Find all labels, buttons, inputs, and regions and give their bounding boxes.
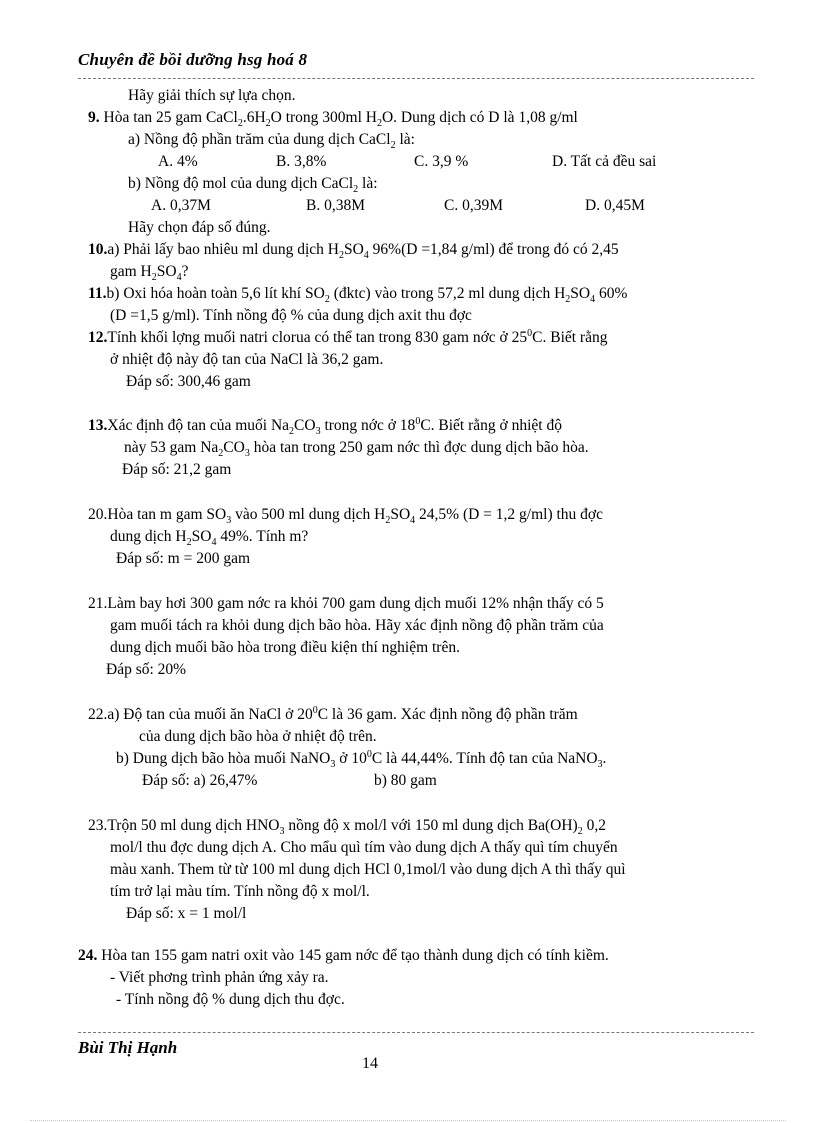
q23-line-3: màu xanh. Them từ từ 100 ml dung dịch HCl 0,1mol/l vào dung dịch A thì thấy quì xyxy=(110,861,626,878)
q8-tail: Hãy giải thích sự lựa chọn. xyxy=(128,87,296,104)
q9-option-b1: A. 0,37M xyxy=(151,197,211,214)
q11-number: 11. xyxy=(88,285,107,302)
footer-rule xyxy=(78,1032,754,1033)
q21-line-2: gam muối tách ra khỏi dung dịch bão hòa. Hãy xác định nồng độ phần trăm của xyxy=(110,617,604,634)
q23-line-4: tím trở lại màu tím. Tính nồng độ x mol/l. xyxy=(110,883,370,900)
q20-line-1: 20.Hòa tan m gam $SO_3$ vào 500 ml dung dịch $H_2SO_4$ 24,5% (D = 1,2 g/ml) thu đợc xyxy=(88,506,604,527)
q23-line-1: 23.Trộn 50 ml dung dịch $HNO_3$ nồng độ x mol/l với 150 ml dung dịch $Ba(OH)_2$ 0,2 xyxy=(88,817,606,838)
q13-answer: Đáp số: 21,2 gam xyxy=(122,461,232,478)
q13-line-1: 13.Xác định độ tan của muối $Na_2CO_3$ trong nớc ở $18^0C$. Biết rằng ở nhiệt độ xyxy=(88,415,562,438)
q24-line-2: - Viết phơng trình phản ứng xảy ra. xyxy=(110,969,329,986)
q9-option-a1: A. 4% xyxy=(158,153,198,170)
q24-line-1: 24. Hòa tan 155 gam natri oxit vào 145 gam nớc để tạo thành dung dịch có tính kiềm. xyxy=(78,947,609,964)
q12-number: 12. xyxy=(88,329,108,346)
q10-line-2: gam $H_2SO_4$? xyxy=(110,263,189,284)
q23-answer: Đáp số: x = 1 mol/l xyxy=(126,905,247,922)
q12-line-1: 12.Tính khối lợng muối natri clorua có thể tan trong 830 gam nớc ở $25^0C$. Biết rằng xyxy=(88,327,608,346)
q9-option-a2: B. 3,8% xyxy=(276,153,327,170)
q22-number: 22. xyxy=(88,706,108,723)
header-title: Chuyên đề bồi dưỡng hsg hoá 8 xyxy=(78,50,308,69)
q13-number: 13. xyxy=(88,417,108,434)
q22-line-3: b) Dung dịch bão hòa muối NaNO$_3$ ở $10^0C$ là 44,44%. Tính độ tan của NaNO$_3$. xyxy=(116,748,607,771)
q9-option-b2: B. 0,38M xyxy=(306,197,365,214)
q9-number: 9. xyxy=(88,109,100,126)
q9-choose: Hãy chọn đáp số đúng. xyxy=(128,219,271,236)
q11-line-2: (D =1,5 g/ml). Tính nồng độ % của dung dịch axit thu đợc xyxy=(110,307,472,324)
q24-line-3: - Tính nồng độ % dung dịch thu đợc. xyxy=(116,991,345,1008)
q9-option-b4: D. 0,45M xyxy=(585,197,645,214)
q9-option-b3: C. 0,39M xyxy=(444,197,503,214)
q21-line-1: 21.Làm bay hơi 300 gam nớc ra khỏi 700 gam dung dịch muối 12% nhận thấy có 5 xyxy=(88,595,604,612)
q9-part-b: b) Nồng độ mol của dung dịch CaCl$_2$ là: xyxy=(128,175,378,196)
footer-author: Bùi Thị Hạnh xyxy=(78,1038,178,1057)
q20-line-2: dung dịch $H_2SO_4$ 49%. Tính m? xyxy=(110,528,309,549)
q9-option-a3: C. 3,9 % xyxy=(414,153,469,170)
q10-number: 10. xyxy=(88,241,108,258)
q21-number: 21. xyxy=(88,595,108,612)
q22-answer-b: b) 80 gam xyxy=(374,772,437,789)
header-rule xyxy=(78,78,754,79)
q9-part-a: a) Nồng độ phần trăm của dung dịch CaCl$_2$ là: xyxy=(128,131,415,152)
q12-answer: Đáp số: 300,46 gam xyxy=(126,373,251,390)
q22-line-2: của dung dịch bão hòa ở nhiệt độ trên. xyxy=(139,728,377,745)
q11-line-1: 11.b) Oxi hóa hoàn toàn 5,6 lít khí $SO_2$ (đktc) vào trong 57,2 ml dung dịch $H_2SO_4$ 60% xyxy=(88,285,628,306)
page-number: 14 xyxy=(362,1055,378,1072)
q23-number: 23. xyxy=(88,817,108,834)
q20-answer: Đáp số: m = 200 gam xyxy=(116,550,251,567)
q20-number: 20. xyxy=(88,506,108,523)
q22-answer-a: Đáp số: a) 26,47% xyxy=(142,772,258,789)
q21-answer: Đáp số: 20% xyxy=(106,661,187,678)
q9-stem: 9. Hòa tan 25 gam $CaCl_2.6H_2O$ trong 300ml $H_2O$. Dung dịch có D là 1,08 g/ml xyxy=(88,109,578,130)
q24-number: 24. xyxy=(78,947,98,964)
q23-line-2: mol/l thu đợc dung dịch A. Cho mẩu quì tím vào dung dịch A thấy quì tím chuyển xyxy=(110,839,618,856)
q9-option-a4: D. Tất cả đều sai xyxy=(552,153,657,170)
q12-line-2: ở nhiệt độ này độ tan của NaCl là 36,2 gam. xyxy=(110,351,384,368)
q21-line-3: dung dịch muối bão hòa trong điều kiện thí nghiệm trên. xyxy=(110,639,460,656)
page-bottom-edge xyxy=(30,1120,786,1121)
q10-line-1: 10.a) Phải lấy bao nhiêu ml dung dịch $H_2SO_4$ 96%(D =1,84 g/ml) để trong đó có 2,45 xyxy=(88,241,619,262)
q22-line-1: 22.a) Độ tan của muối ăn NaCl ở $20^0C$ là 36 gam. Xác định nồng độ phần trăm xyxy=(88,704,578,723)
q13-line-2: này 53 gam $Na_2CO_3$ hòa tan trong 250 gam nớc thì đợc dung dịch bão hòa. xyxy=(124,439,589,460)
